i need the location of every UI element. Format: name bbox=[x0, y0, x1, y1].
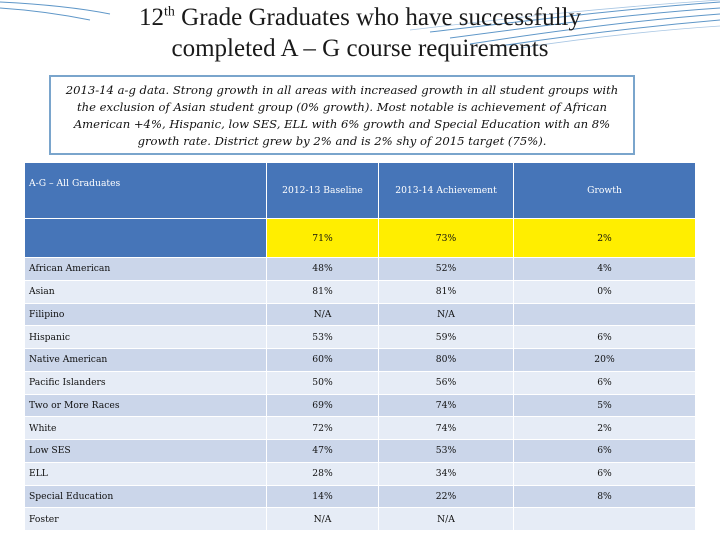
baseline-value: N/A bbox=[267, 303, 379, 326]
baseline-value: 69% bbox=[267, 394, 379, 417]
header-baseline: 2012-13 Baseline bbox=[267, 163, 379, 219]
achievement-value: 52% bbox=[379, 258, 514, 281]
district-total-row bbox=[25, 219, 696, 258]
baseline-value: 53% bbox=[267, 326, 379, 349]
summary-text-box: 2013-14 a-g data. Strong growth in all areas with increased growth in all student groups with the exclusion of Asian student group (0% growth). Most notable is achievement of African American +4%, Hispanic, low SES, ELL with 6% growth and Special Education with an 8% growth rate. District grew by 2% and is 2% shy of 2015 target (75%). bbox=[49, 75, 635, 155]
growth-value: 6% bbox=[514, 371, 696, 394]
growth-value: 0% bbox=[514, 280, 696, 303]
group-label: White bbox=[25, 417, 267, 440]
group-label: Special Education bbox=[25, 485, 267, 508]
achievement-value: 22% bbox=[379, 485, 514, 508]
achievement-value: 74% bbox=[379, 394, 514, 417]
header-growth: Growth bbox=[514, 163, 696, 219]
title-grade-number: 12 bbox=[139, 4, 164, 31]
slide-title bbox=[40, 2, 680, 64]
group-label: African American bbox=[25, 258, 267, 281]
table-row bbox=[25, 462, 696, 485]
table-row bbox=[25, 326, 696, 349]
group-label: Filipino bbox=[25, 303, 267, 326]
group-label: Native American bbox=[25, 349, 267, 372]
header-group: A-G – All Graduates bbox=[25, 163, 267, 219]
baseline-value: 50% bbox=[267, 371, 379, 394]
growth-value: 6% bbox=[514, 440, 696, 463]
title-ordinal-suffix: th bbox=[164, 4, 175, 20]
group-label: Pacific Islanders bbox=[25, 371, 267, 394]
table-header-row bbox=[25, 163, 696, 219]
group-label: ELL bbox=[25, 462, 267, 485]
table-row bbox=[25, 440, 696, 463]
achievement-value: 81% bbox=[379, 280, 514, 303]
baseline-value: 47% bbox=[267, 440, 379, 463]
group-label: Two or More Races bbox=[25, 394, 267, 417]
district-growth: 2% bbox=[514, 219, 696, 258]
achievement-value: 59% bbox=[379, 326, 514, 349]
table-row bbox=[25, 485, 696, 508]
table-row bbox=[25, 280, 696, 303]
achievement-value: 53% bbox=[379, 440, 514, 463]
growth-value bbox=[514, 303, 696, 326]
table-row bbox=[25, 508, 696, 531]
table-row bbox=[25, 303, 696, 326]
growth-value bbox=[514, 508, 696, 531]
table-row bbox=[25, 371, 696, 394]
growth-value: 2% bbox=[514, 417, 696, 440]
title-line-1-text: Grade Graduates who have successfully bbox=[174, 4, 581, 31]
achievement-value: 80% bbox=[379, 349, 514, 372]
baseline-value: 14% bbox=[267, 485, 379, 508]
group-label: Asian bbox=[25, 280, 267, 303]
baseline-value: 60% bbox=[267, 349, 379, 372]
district-baseline: 71% bbox=[267, 219, 379, 258]
baseline-value: 72% bbox=[267, 417, 379, 440]
group-label: Low SES bbox=[25, 440, 267, 463]
growth-value: 5% bbox=[514, 394, 696, 417]
achievement-value: 34% bbox=[379, 462, 514, 485]
table-row bbox=[25, 349, 696, 372]
district-achievement: 73% bbox=[379, 219, 514, 258]
ag-graduates-table bbox=[24, 162, 696, 531]
baseline-value: 81% bbox=[267, 280, 379, 303]
baseline-value: N/A bbox=[267, 508, 379, 531]
table-row bbox=[25, 417, 696, 440]
achievement-value: 56% bbox=[379, 371, 514, 394]
achievement-value: 74% bbox=[379, 417, 514, 440]
baseline-value: 28% bbox=[267, 462, 379, 485]
achievement-value: N/A bbox=[379, 508, 514, 531]
baseline-value: 48% bbox=[267, 258, 379, 281]
growth-value: 8% bbox=[514, 485, 696, 508]
title-line-1 bbox=[40, 2, 680, 33]
achievement-value: N/A bbox=[379, 303, 514, 326]
header-achievement: 2013-14 Achievement bbox=[379, 163, 514, 219]
group-label: Hispanic bbox=[25, 326, 267, 349]
table-row bbox=[25, 258, 696, 281]
district-label bbox=[25, 219, 267, 258]
growth-value: 4% bbox=[514, 258, 696, 281]
table-row bbox=[25, 394, 696, 417]
group-label: Foster bbox=[25, 508, 267, 531]
growth-value: 6% bbox=[514, 462, 696, 485]
title-line-2: completed A – G course requirements bbox=[171, 35, 549, 62]
growth-value: 20% bbox=[514, 349, 696, 372]
growth-value: 6% bbox=[514, 326, 696, 349]
